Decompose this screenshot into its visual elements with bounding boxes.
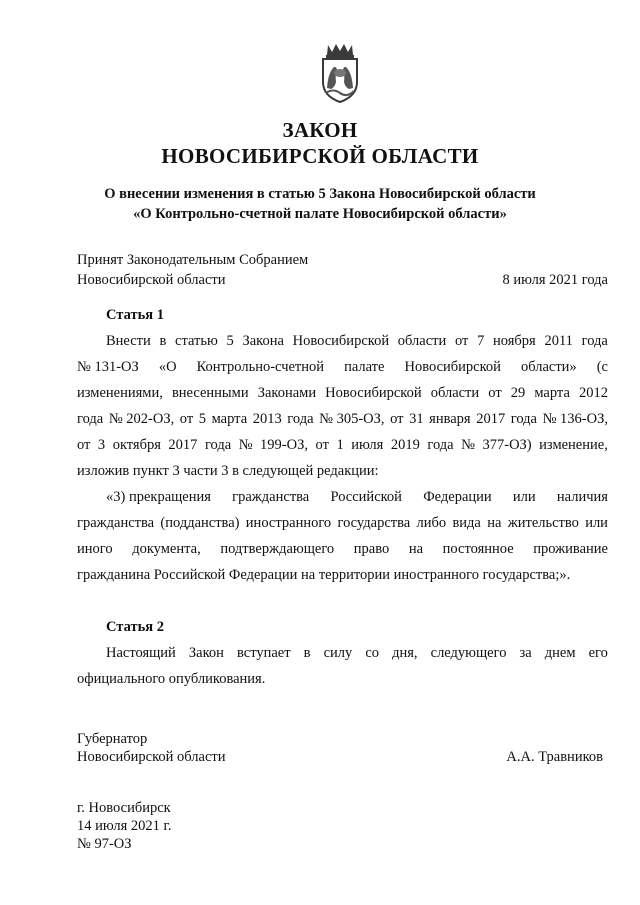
word: (с: [596, 359, 608, 375]
article-1-quote-line: [77, 514, 608, 532]
signatory-name: А.А. Травников: [506, 749, 603, 765]
article-2-line: [106, 644, 608, 662]
article-1-last-line: изложив пункт 3 части 3 в следующей редакции:: [77, 463, 379, 479]
word: 2013: [252, 411, 282, 427]
word: гражданства: [232, 489, 310, 505]
word: днем: [544, 645, 576, 661]
word: ноября: [493, 333, 536, 349]
word: (подданства): [160, 515, 240, 531]
word: года: [204, 437, 232, 453]
word: наличия: [556, 489, 608, 505]
word: в: [159, 333, 167, 349]
word: года: [77, 411, 104, 427]
word: от: [488, 385, 502, 401]
word: силу: [323, 645, 353, 661]
word: области»: [520, 359, 577, 375]
word: года: [510, 411, 537, 427]
word: 5: [198, 411, 207, 427]
word: проживание: [533, 541, 608, 557]
word: Законами: [257, 385, 317, 401]
article-1-line: [77, 410, 608, 428]
word: Новосибирской: [325, 385, 422, 401]
word: его: [588, 645, 608, 661]
word: области: [397, 333, 447, 349]
footer-number: № 97-ОЗ: [77, 836, 132, 852]
word: или: [512, 489, 536, 505]
word: «3) прекращения: [106, 489, 211, 505]
word: вступает: [237, 645, 291, 661]
word: на: [487, 515, 502, 531]
word: от: [77, 437, 91, 453]
word: 377-ОЗ): [482, 437, 532, 453]
word: 31: [409, 411, 424, 427]
word: Внести: [106, 333, 151, 349]
word: от: [179, 411, 194, 427]
word: Федерации: [423, 489, 492, 505]
article-1-heading: Статья 1: [106, 307, 164, 323]
article-2-last-line: официального опубликования.: [77, 671, 266, 687]
word: 199-ОЗ,: [260, 437, 308, 453]
footer-date: 14 июля 2021 г.: [77, 818, 172, 834]
law-title: ЗАКОН: [282, 118, 358, 142]
signature-position-line-2: Новосибирской области: [77, 749, 226, 765]
word: дня,: [392, 645, 418, 661]
word: Закона: [242, 333, 284, 349]
word: за: [519, 645, 532, 661]
word: иного: [77, 541, 113, 557]
novosibirsk-coat-of-arms-icon: [315, 42, 365, 104]
word: государства: [337, 515, 411, 531]
word: изменение,: [539, 437, 608, 453]
word: 1: [336, 437, 344, 453]
word: внесенными: [171, 385, 249, 401]
word: области: [430, 385, 480, 401]
word: марта: [534, 385, 570, 401]
word: от: [315, 437, 329, 453]
word: октября: [112, 437, 161, 453]
word: подтверждающего: [220, 541, 335, 557]
word: года: [581, 333, 608, 349]
word: от: [390, 411, 404, 427]
word: №: [238, 437, 253, 453]
signature-position-line-1: Губернатор: [77, 731, 148, 747]
word: Российской: [330, 489, 402, 505]
word: документа,: [132, 541, 201, 557]
word: № 131-ОЗ: [77, 359, 139, 375]
word: № 136-ОЗ,: [542, 411, 608, 427]
law-subject-line-2: «О Контрольно-счетной палате Новосибирской области»: [133, 206, 507, 222]
word: №: [461, 437, 475, 453]
adoption-line-1: Принят Законодательным Собранием: [77, 252, 309, 268]
word: 3: [97, 437, 106, 453]
article-1-line: [77, 436, 608, 454]
word: 29: [510, 385, 526, 401]
word: года: [427, 437, 454, 453]
word: 2019: [390, 437, 420, 453]
word: № 202-ОЗ,: [108, 411, 175, 427]
article-1-line: [77, 358, 608, 376]
word: изменениями,: [77, 385, 163, 401]
word: на: [408, 541, 424, 557]
word: гражданства: [77, 515, 155, 531]
word: Контрольно-счетной: [196, 359, 325, 375]
word: Новосибирской: [292, 333, 390, 349]
word: 2017: [476, 411, 506, 427]
word: статью: [175, 333, 218, 349]
article-1-quote-line: [106, 488, 608, 506]
word: 7: [477, 333, 485, 349]
word: или: [585, 515, 608, 531]
word: от: [454, 333, 469, 349]
adoption-date: 8 июля 2021 года: [502, 272, 608, 288]
article-1-quote-line: [77, 540, 608, 558]
word: право: [353, 541, 390, 557]
word: вида: [452, 515, 481, 531]
adoption-line-2: Новосибирской области: [77, 272, 226, 288]
word: 2011: [544, 333, 573, 349]
word: либо: [416, 515, 447, 531]
word: постоянное: [442, 541, 514, 557]
word: в: [303, 645, 311, 661]
word: Настоящий: [106, 645, 176, 661]
word: жительство: [507, 515, 579, 531]
word: января: [429, 411, 471, 427]
article-1-line: [106, 332, 608, 350]
law-subject-line-1: О внесении изменения в статью 5 Закона Новосибирской области: [104, 186, 536, 202]
article-1-quote-last-line: гражданина Российской Федерации на территории иностранного государства;».: [77, 567, 571, 583]
word: Закон: [188, 645, 224, 661]
footer-city: г. Новосибирск: [77, 800, 171, 816]
word: следующего: [430, 645, 507, 661]
word: года: [287, 411, 314, 427]
word: № 305-ОЗ,: [319, 411, 385, 427]
word: марта: [211, 411, 248, 427]
word: иностранного: [245, 515, 332, 531]
word: «О: [158, 359, 177, 375]
article-2-heading: Статья 2: [106, 619, 164, 635]
word: Новосибирской: [404, 359, 501, 375]
law-region-title: НОВОСИБИРСКОЙ ОБЛАСТИ: [161, 144, 479, 168]
word: со: [365, 645, 380, 661]
word: 2017: [168, 437, 198, 453]
word: 2012: [578, 385, 608, 401]
article-1-line: [77, 384, 608, 402]
word: 5: [226, 333, 234, 349]
word: июля: [351, 437, 384, 453]
word: палате: [344, 359, 385, 375]
